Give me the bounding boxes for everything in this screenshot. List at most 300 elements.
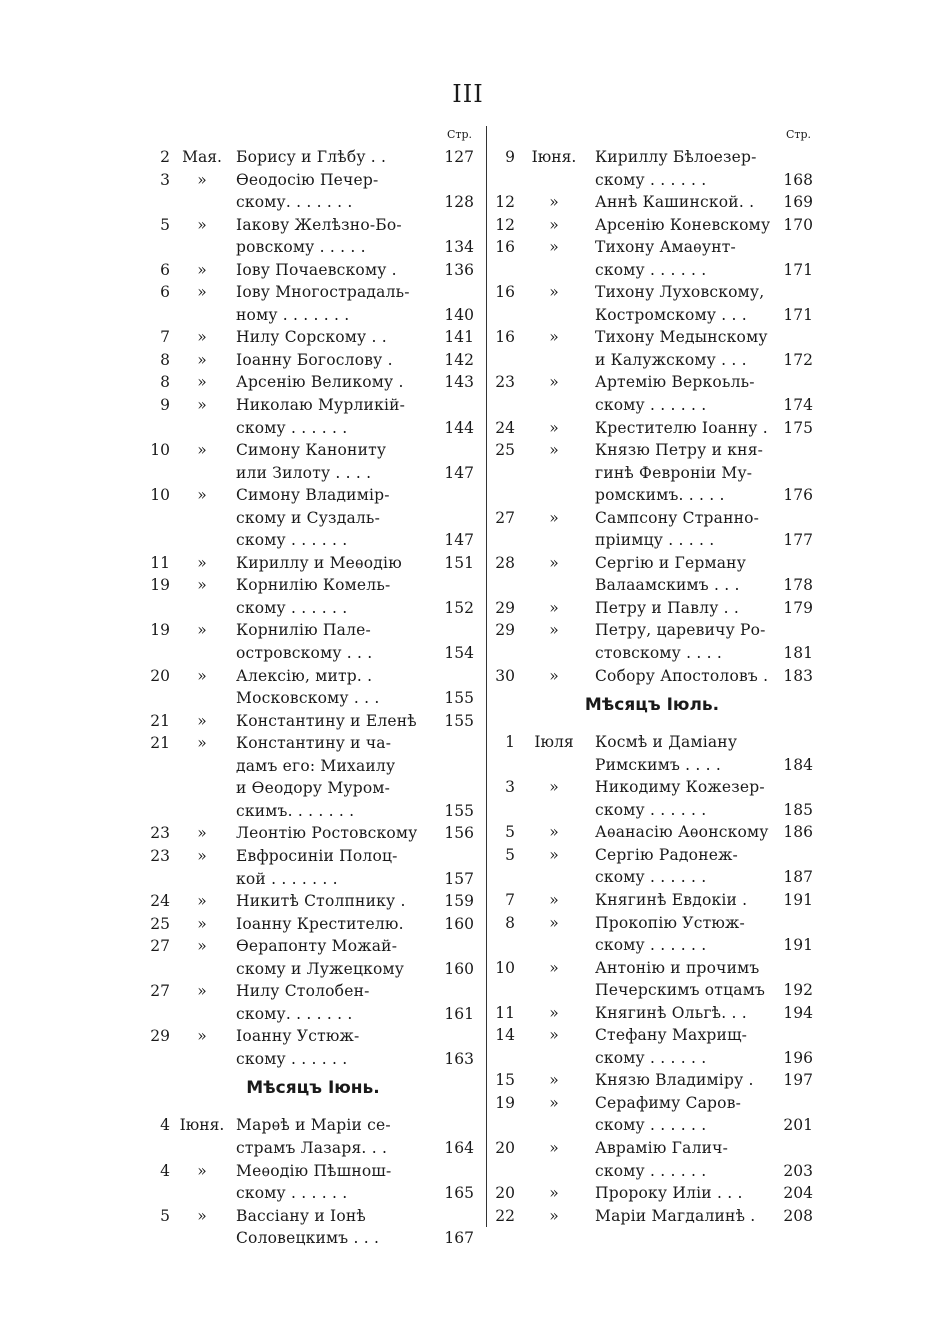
- entry-page: 155: [444, 801, 474, 820]
- entry-page: 160: [444, 914, 474, 933]
- entry-name: ному . . . . . . .: [236, 305, 350, 324]
- entry-day: 11: [150, 553, 170, 572]
- index-entry: [487, 1137, 817, 1160]
- entry-month: »: [197, 215, 207, 234]
- entry-name: скому и Суздаль-: [236, 508, 381, 527]
- entry-name: островскому . . .: [236, 644, 373, 663]
- entry-day: 6: [160, 283, 170, 302]
- index-entry: [148, 687, 478, 710]
- entry-page: [777, 462, 817, 485]
- entry-day: 30: [495, 666, 515, 685]
- index-entry: [487, 799, 817, 822]
- entry-page: [777, 844, 817, 867]
- entry-month: [172, 868, 232, 891]
- entry-name: кой . . . . . . .: [236, 869, 338, 888]
- entry-page: 208: [783, 1206, 813, 1225]
- entry-day: [148, 687, 172, 710]
- entry-page: 147: [444, 531, 474, 550]
- entry-page: 147: [444, 463, 474, 482]
- entry-month: »: [549, 1138, 559, 1157]
- entry-day: 29: [150, 1027, 170, 1046]
- entry-name: Іоанну Крестителю.: [236, 914, 404, 933]
- entry-month: »: [197, 553, 207, 572]
- entry-page: [432, 214, 478, 237]
- entry-month: »: [549, 508, 559, 527]
- entry-day: 7: [160, 328, 170, 347]
- entry-name: Корнилію Комель-: [236, 576, 391, 595]
- entry-page: 176: [783, 486, 813, 505]
- entry-month: »: [197, 937, 207, 956]
- entry-page: 191: [783, 936, 813, 955]
- entry-page: 171: [783, 260, 813, 279]
- entry-name: Ѳерапонту Можай-: [236, 937, 398, 956]
- entry-page: [777, 281, 817, 304]
- entry-name: скому . . . . . .: [236, 1184, 348, 1203]
- entry-month: »: [197, 260, 207, 279]
- index-entry: [487, 912, 817, 935]
- index-entry: [148, 417, 478, 440]
- entry-page: 171: [783, 305, 813, 324]
- entry-day: 8: [160, 350, 170, 369]
- entry-name: Евфросиніи Полоц-: [236, 846, 398, 865]
- index-entry: [487, 1002, 817, 1025]
- entry-month: »: [197, 283, 207, 302]
- index-entry: [148, 732, 478, 755]
- index-entry: [487, 866, 817, 889]
- index-entry: [148, 845, 478, 868]
- entry-day: [487, 349, 517, 372]
- entry-month: »: [549, 1206, 559, 1225]
- entry-day: [148, 462, 172, 485]
- entry-month: [172, 507, 232, 530]
- entry-page: 187: [783, 868, 813, 887]
- entry-day: 16: [495, 328, 515, 347]
- entry-page: 161: [444, 1004, 474, 1023]
- entry-day: 10: [150, 486, 170, 505]
- entry-page: 144: [444, 418, 474, 437]
- entry-month: »: [197, 666, 207, 685]
- entry-month: »: [197, 576, 207, 595]
- entry-month: [517, 394, 591, 417]
- entry-month: »: [549, 1003, 559, 1022]
- index-entry: [487, 1024, 817, 1047]
- entry-month: »: [549, 666, 559, 685]
- entry-month: »: [549, 238, 559, 257]
- entry-name: или Зилоту . . . .: [236, 463, 372, 482]
- entry-day: [148, 1182, 172, 1205]
- entry-day: 24: [495, 418, 515, 437]
- entry-day: 8: [505, 913, 515, 932]
- entry-month: »: [549, 553, 559, 572]
- entry-month: [172, 687, 232, 710]
- entry-page: 179: [783, 598, 813, 617]
- index-entry: [487, 844, 817, 867]
- entry-name: скому . . . . . .: [595, 1116, 707, 1135]
- entry-month: »: [549, 958, 559, 977]
- entry-day: 14: [495, 1026, 515, 1045]
- entry-day: 12: [495, 215, 515, 234]
- entry-day: 20: [150, 666, 170, 685]
- entry-page: 164: [444, 1138, 474, 1157]
- entry-name: скому . . . . . .: [595, 1048, 707, 1067]
- entry-name: Маріи Магдалинѣ .: [595, 1206, 756, 1225]
- entry-month: »: [197, 350, 207, 369]
- index-entry: [487, 326, 817, 349]
- entry-page: [432, 484, 478, 507]
- entry-name: Леонтію Ростовскому: [236, 824, 418, 843]
- index-entry: [148, 1025, 478, 1048]
- entry-name: Іоанну Устюж-: [236, 1027, 360, 1046]
- entry-page: [432, 394, 478, 417]
- entry-day: 27: [150, 937, 170, 956]
- entry-page: [432, 281, 478, 304]
- entry-day: [487, 866, 517, 889]
- entry-page: 152: [444, 598, 474, 617]
- index-entry: [487, 776, 817, 799]
- entry-month: »: [197, 486, 207, 505]
- entry-page: [777, 146, 817, 169]
- entry-day: [487, 529, 517, 552]
- entry-page: 128: [444, 193, 474, 212]
- entry-page: [432, 507, 478, 530]
- entry-name: Космѣ и Даміану: [595, 733, 738, 752]
- entry-name: скому. . . . . . .: [236, 193, 353, 212]
- entry-day: [148, 1048, 172, 1071]
- entry-page: [432, 665, 478, 688]
- entry-day: 19: [495, 1093, 515, 1112]
- entry-month: »: [549, 621, 559, 640]
- entry-page: [432, 169, 478, 192]
- entry-name: Княгинѣ Ольгѣ. . .: [595, 1003, 747, 1022]
- entry-name: Пророку Иліи . . .: [595, 1184, 743, 1203]
- entry-page: 163: [444, 1049, 474, 1068]
- index-entry: [148, 191, 478, 214]
- entry-name: Печерскимъ отцамъ: [595, 981, 766, 1000]
- entry-day: [148, 1137, 172, 1160]
- entry-month: [517, 1114, 591, 1137]
- entry-page: 160: [444, 959, 474, 978]
- index-entry: [148, 913, 478, 936]
- entry-name: Артемію Веркоьль-: [595, 373, 755, 392]
- entry-day: 4: [160, 1116, 170, 1135]
- index-entry: [148, 980, 478, 1003]
- index-entry: [487, 1069, 817, 1092]
- index-entry: [148, 935, 478, 958]
- index-entry: [487, 439, 817, 462]
- entry-day: [148, 304, 172, 327]
- index-entry: [487, 394, 817, 417]
- entry-day: [148, 777, 172, 800]
- entry-month: »: [197, 1161, 207, 1180]
- entry-page: [777, 507, 817, 530]
- entry-day: 23: [150, 846, 170, 865]
- entry-page: [777, 326, 817, 349]
- index-entry: [487, 214, 817, 237]
- entry-day: 4: [160, 1161, 170, 1180]
- entry-name: Римскимъ . . . .: [595, 755, 722, 774]
- entry-name: скому . . . . . .: [236, 598, 348, 617]
- entry-page: [777, 236, 817, 259]
- entry-month: [517, 1160, 591, 1183]
- entry-name: Ѳеодосію Печер-: [236, 170, 379, 189]
- index-entry: [487, 169, 817, 192]
- entry-name: и Калужскому . . .: [595, 350, 747, 369]
- index-entry: [148, 394, 478, 417]
- entry-page: [432, 777, 478, 800]
- entry-day: 7: [505, 890, 515, 909]
- entry-page: [777, 371, 817, 394]
- month-section-heading: Мѣсяцъ Іюль.: [584, 695, 720, 716]
- entry-day: [148, 507, 172, 530]
- index-entry: [487, 507, 817, 530]
- entry-page: 174: [783, 396, 813, 415]
- index-entry: [148, 710, 478, 733]
- entry-name: Серафиму Саров-: [595, 1093, 742, 1112]
- index-entry: [148, 529, 478, 552]
- index-entry: [148, 665, 478, 688]
- index-entry: [487, 1047, 817, 1070]
- entry-month: »: [197, 711, 207, 730]
- entry-name: Вассіану и Іонѣ: [236, 1206, 366, 1225]
- index-entry: [487, 1205, 817, 1228]
- entry-month: »: [549, 598, 559, 617]
- entry-month: [517, 259, 591, 282]
- entry-page: 140: [444, 305, 474, 324]
- entry-day: 16: [495, 238, 515, 257]
- entry-month: [517, 349, 591, 372]
- index-entry: [487, 417, 817, 440]
- entry-month: »: [197, 396, 207, 415]
- index-entry: [148, 326, 478, 349]
- entry-name: Никитѣ Столпнику .: [236, 892, 406, 911]
- entry-name: ровскому . . . . .: [236, 238, 366, 257]
- entry-month: [172, 236, 232, 259]
- index-entry: [148, 890, 478, 913]
- entry-page: [777, 619, 817, 642]
- entry-name: Симону Владимір-: [236, 486, 390, 505]
- entry-name: дамъ его: Михаилу: [236, 756, 396, 775]
- entry-name: Симону Канониту: [236, 441, 387, 460]
- entry-page: 178: [783, 576, 813, 595]
- index-entry: [148, 755, 478, 778]
- entry-month: »: [197, 846, 207, 865]
- entry-name: Петру и Павлу . .: [595, 598, 740, 617]
- entry-name: скому и Лужецкому: [236, 959, 405, 978]
- index-entry: [487, 349, 817, 372]
- entry-name: Никодиму Кожезер-: [595, 778, 765, 797]
- entry-day: 9: [160, 396, 170, 415]
- left-page-column-label: Стр.: [446, 128, 472, 141]
- entry-day: 21: [150, 711, 170, 730]
- entry-page: 136: [444, 260, 474, 279]
- entry-name: Константину и ча-: [236, 734, 392, 753]
- entry-page: 181: [783, 644, 813, 663]
- entry-name: Костромскому . . .: [595, 305, 747, 324]
- index-entry: [148, 259, 478, 282]
- entry-month: [172, 642, 232, 665]
- entry-month: »: [549, 1071, 559, 1090]
- index-entry: [487, 979, 817, 1002]
- entry-name: скому . . . . . .: [595, 1161, 707, 1180]
- entry-day: 27: [495, 508, 515, 527]
- entry-page: 196: [783, 1048, 813, 1067]
- entry-day: 20: [495, 1184, 515, 1203]
- entry-month: [172, 1003, 232, 1026]
- index-entry: [148, 371, 478, 394]
- entry-day: [148, 417, 172, 440]
- entry-month: [517, 529, 591, 552]
- entry-page: [432, 619, 478, 642]
- entry-name: Тихону Медынскому: [595, 328, 768, 347]
- entry-page: 204: [783, 1184, 813, 1203]
- index-entry: [148, 439, 478, 462]
- entry-name: Тихону Амаѳунт-: [595, 238, 736, 257]
- entry-page: 155: [444, 689, 474, 708]
- right-column: [486, 126, 817, 1227]
- entry-page: 184: [783, 755, 813, 774]
- entry-month: »: [549, 890, 559, 909]
- index-entry: [487, 259, 817, 282]
- entry-month: »: [549, 283, 559, 302]
- entry-month: »: [549, 328, 559, 347]
- entry-month: »: [549, 418, 559, 437]
- entry-month: »: [549, 778, 559, 797]
- entry-name: Сампсону Странно-: [595, 508, 760, 527]
- index-entry: [487, 462, 817, 485]
- entry-month: [172, 1137, 232, 1160]
- index-entry: [148, 1227, 478, 1250]
- entry-day: 8: [160, 373, 170, 392]
- entry-name: скому . . . . . .: [236, 1049, 348, 1068]
- entry-name: Князю Владиміру .: [595, 1071, 754, 1090]
- entry-month: Мая.: [182, 148, 222, 166]
- entry-page: 167: [444, 1229, 474, 1248]
- index-entry: [487, 619, 817, 642]
- entry-page: 143: [444, 373, 474, 392]
- entry-month: [172, 800, 232, 823]
- entry-day: 29: [495, 598, 515, 617]
- entry-name: Арсенію Коневскому: [595, 215, 771, 234]
- index-entry: [148, 1205, 478, 1228]
- entry-name: Князю Петру и кня-: [595, 441, 764, 460]
- index-entry: [487, 191, 817, 214]
- entry-name: Стефану Махрищ-: [595, 1026, 748, 1045]
- entry-page: 155: [444, 711, 474, 730]
- entry-month: [172, 529, 232, 552]
- index-entry: [487, 642, 817, 665]
- index-entry: [148, 868, 478, 891]
- entry-name: скому . . . . . .: [595, 170, 707, 189]
- index-entry: [487, 1114, 817, 1137]
- entry-month: [517, 754, 591, 777]
- entry-name: Аврамію Галич-: [595, 1138, 729, 1157]
- index-entry: [148, 1114, 478, 1137]
- entry-month: »: [197, 914, 207, 933]
- entry-month: »: [549, 1026, 559, 1045]
- left-column: [148, 126, 478, 1250]
- entry-day: [148, 642, 172, 665]
- entry-month: [172, 1048, 232, 1071]
- entry-month: [172, 1182, 232, 1205]
- entry-day: 5: [505, 823, 515, 842]
- index-entry: [148, 169, 478, 192]
- index-entry: [148, 552, 478, 575]
- entry-name: Корнилію Пале-: [236, 621, 371, 640]
- entry-page: 191: [783, 890, 813, 909]
- entry-day: 22: [495, 1206, 515, 1225]
- entry-page: 170: [783, 215, 813, 234]
- entry-name: Николаю Мурликій-: [236, 396, 406, 415]
- entry-name: Алексію, митр. .: [236, 666, 373, 685]
- entry-page: 192: [783, 981, 813, 1000]
- entry-month: Іюня.: [179, 1116, 225, 1135]
- entry-day: [148, 958, 172, 981]
- right-page-column-label: Стр.: [785, 128, 811, 141]
- entry-month: »: [197, 734, 207, 753]
- index-entry: [148, 462, 478, 485]
- entry-name: страмъ Лазаря. . .: [236, 1138, 388, 1157]
- index-entry: [487, 957, 817, 980]
- entry-month: »: [197, 982, 207, 1001]
- entry-day: [148, 1227, 172, 1250]
- entry-month: [517, 1047, 591, 1070]
- entry-day: [487, 934, 517, 957]
- entry-day: 3: [505, 778, 515, 797]
- entry-month: [517, 484, 591, 507]
- entry-month: »: [197, 824, 207, 843]
- entry-month: [172, 304, 232, 327]
- entry-day: 25: [150, 914, 170, 933]
- entry-name: и Ѳеодору Муром-: [236, 779, 391, 798]
- entry-name: Борису и Глѣбу . .: [236, 148, 387, 166]
- index-entry: [487, 236, 817, 259]
- entry-name: Аѳанасію Аѳонскому: [595, 823, 769, 842]
- entry-month: »: [549, 373, 559, 392]
- entry-day: [487, 979, 517, 1002]
- entry-name: Іакову Желѣзно-Бо-: [236, 215, 402, 234]
- entry-day: [148, 800, 172, 823]
- entry-month: [172, 958, 232, 981]
- entry-month: »: [549, 913, 559, 932]
- entry-name: Іоанну Богослову .: [236, 350, 393, 369]
- entry-page: [432, 574, 478, 597]
- entry-day: 11: [495, 1003, 515, 1022]
- entry-day: 5: [505, 845, 515, 864]
- entry-page: 165: [444, 1184, 474, 1203]
- entry-page: [777, 776, 817, 799]
- entry-month: »: [197, 892, 207, 911]
- entry-month: »: [197, 373, 207, 392]
- entry-page: 154: [444, 644, 474, 663]
- entry-month: [172, 1227, 232, 1250]
- entry-day: [487, 642, 517, 665]
- entry-day: [487, 484, 517, 507]
- index-entry: [487, 146, 817, 169]
- entry-name: Нилу Сорскому . .: [236, 328, 387, 347]
- entry-name: Крестителю Іоанну .: [595, 418, 768, 437]
- entry-day: 12: [495, 193, 515, 212]
- entry-day: 16: [495, 283, 515, 302]
- entry-day: [148, 529, 172, 552]
- index-entry: [487, 529, 817, 552]
- entry-day: [148, 1003, 172, 1026]
- entry-page: 142: [444, 350, 474, 369]
- entry-month: [517, 799, 591, 822]
- entry-page: [432, 732, 478, 755]
- entry-name: Кириллу Бѣлоезер-: [595, 148, 757, 166]
- index-entry: [148, 236, 478, 259]
- entry-day: 27: [150, 982, 170, 1001]
